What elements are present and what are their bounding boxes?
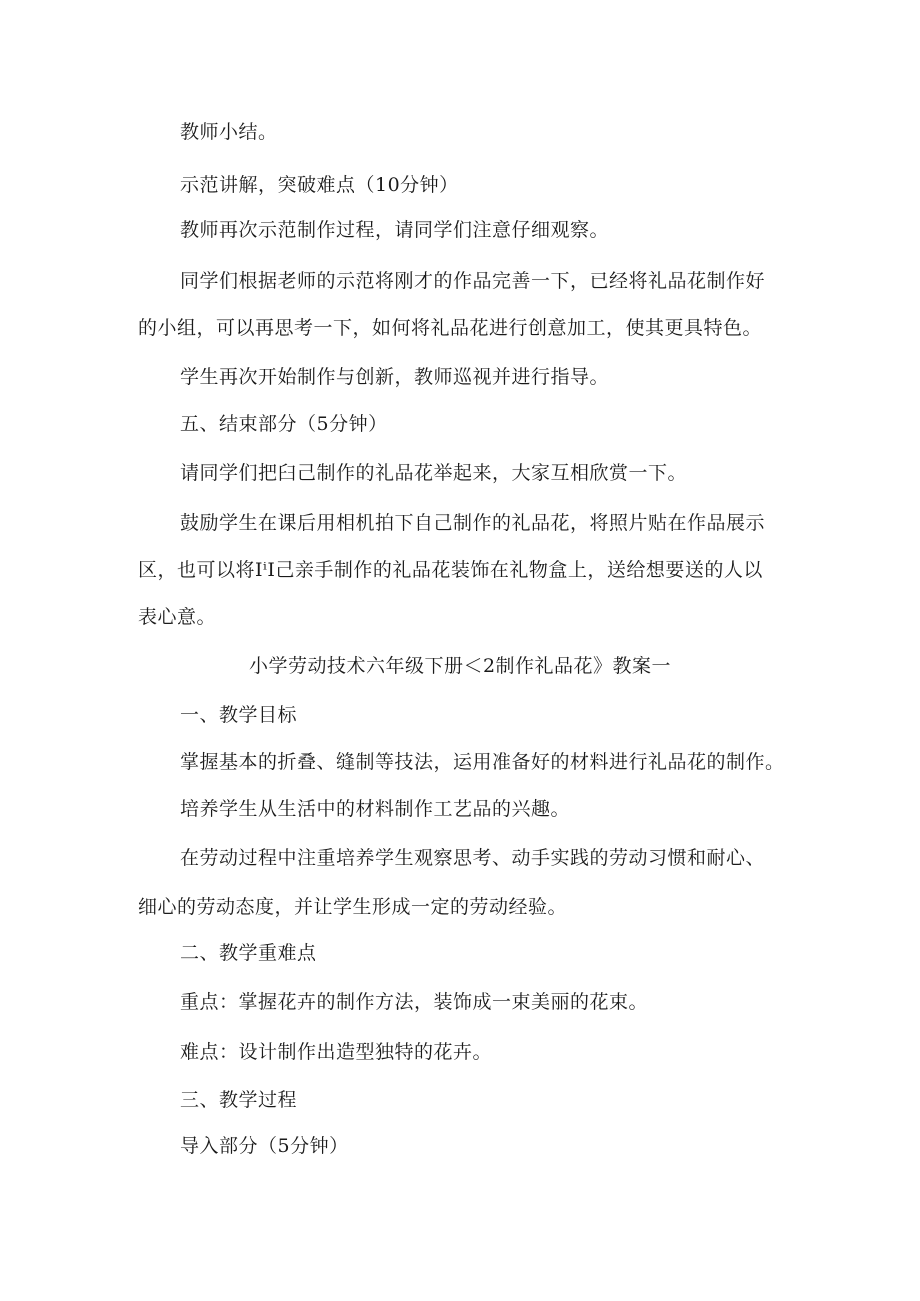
section-objectives-heading: 一、教学目标 xyxy=(180,704,298,726)
paragraph-objective-skills: 掌握基本的折叠、缝制等技法，运用准备好的材料进行礼品花的制作。 xyxy=(180,751,785,773)
section-process-heading: 三、教学过程 xyxy=(180,1089,298,1111)
paragraph-objective-interest: 培养学生从生活中的材料制作工艺品的兴趣。 xyxy=(180,798,571,820)
paragraph-improve-line2: 的小组，可以再思考一下，如何将礼品花进行创意加工，使其更具特色。 xyxy=(138,317,763,339)
paragraph-encourage-line2: 区，也可以将IⁱI己亲手制作的礼品花装饰在礼物盒上，送给想要送的人以 xyxy=(138,559,763,581)
document-title: 小学劳动技术六年级下册＜2制作礼品花》教案一 xyxy=(248,655,672,677)
paragraph-encourage-line3: 表心意。 xyxy=(138,606,217,628)
paragraph-teacher-summary: 教师小结。 xyxy=(180,121,278,143)
paragraph-encourage-line1: 鼓励学生在课后用相机拍下自己制作的礼品花，将照片贴在作品展示 xyxy=(180,512,766,534)
paragraph-show-flowers: 请同学们把臼己制作的礼品花举起来，大家互相欣赏一下。 xyxy=(180,462,688,484)
paragraph-objective-habits-line1: 在劳动过程中注重培养学生观察思考、动手实践的劳动习惯和耐心、 xyxy=(180,847,766,869)
paragraph-key-point: 重点：掌握花卉的制作方法，装饰成一束美丽的花束。 xyxy=(180,991,649,1013)
paragraph-objective-habits-line2: 细心的劳动态度，并让学生形成一定的劳动经验。 xyxy=(138,896,568,918)
paragraph-students-create: 学生再次开始制作与创新，教师巡视并进行指导。 xyxy=(180,366,610,388)
paragraph-difficult-point: 难点：设计制作出造型独特的花卉。 xyxy=(180,1041,493,1063)
section-demo-heading: 示范讲解，突破难点（10分钟） xyxy=(180,174,459,196)
section-ending-heading: 五、结束部分（5分钟） xyxy=(180,413,388,435)
paragraph-improve-line1: 同学们根据老师的示范将刚才的作品完善一下，已经将礼品花制作好 xyxy=(180,270,766,292)
section-intro-heading: 导入部分（5分钟） xyxy=(180,1135,349,1157)
paragraph-demo-again: 教师再次示范制作过程，请同学们注意仔细观察。 xyxy=(180,219,610,241)
section-keypoints-heading: 二、教学重难点 xyxy=(180,942,317,964)
